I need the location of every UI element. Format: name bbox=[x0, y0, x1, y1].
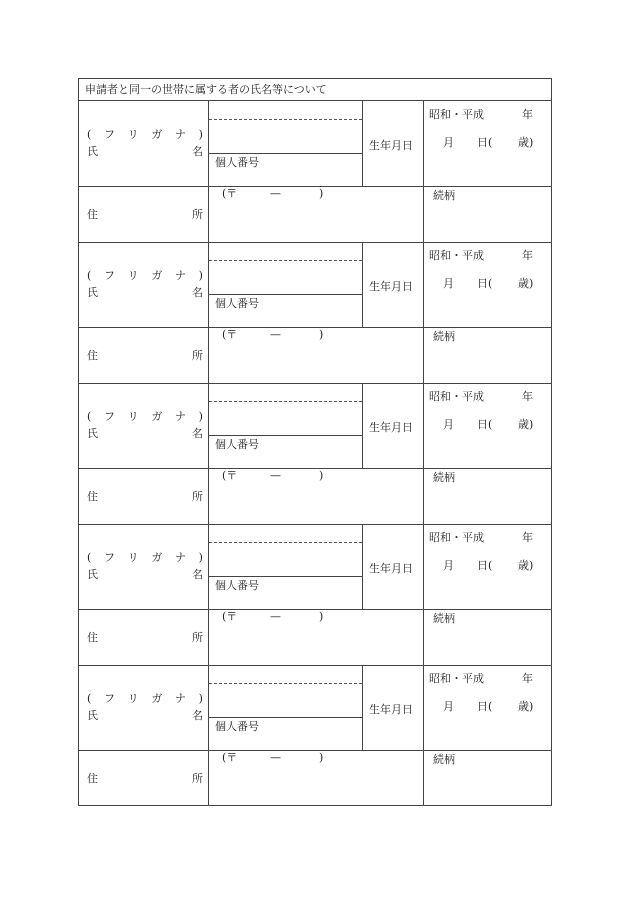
birth-date-label: 生年月日 bbox=[369, 421, 413, 434]
name-label-char: 氏 bbox=[87, 568, 98, 581]
relationship-label: 続柄 bbox=[433, 612, 455, 625]
age-label: 歳) bbox=[518, 700, 534, 713]
my-number-field[interactable] bbox=[269, 578, 359, 606]
furigana-char: ナ bbox=[174, 269, 186, 282]
furigana-label bbox=[87, 269, 203, 282]
column-divider bbox=[208, 101, 209, 242]
furigana-char: リ bbox=[127, 269, 139, 282]
furigana-char: ガ bbox=[151, 269, 163, 282]
address-label-char: 所 bbox=[192, 631, 203, 644]
era-label: 昭和・平成 bbox=[429, 672, 484, 685]
my-number-field[interactable] bbox=[269, 719, 359, 747]
postal-dash: — bbox=[270, 751, 281, 764]
column-divider bbox=[423, 242, 424, 383]
name-field[interactable] bbox=[210, 403, 360, 433]
furigana-char: ガ bbox=[151, 692, 163, 705]
day-label: 日( bbox=[477, 277, 493, 290]
name-label bbox=[87, 286, 203, 299]
furigana-field[interactable] bbox=[210, 102, 360, 118]
relationship-field[interactable] bbox=[425, 768, 549, 804]
birth-date-field[interactable] bbox=[425, 102, 549, 184]
address-field[interactable] bbox=[210, 343, 420, 381]
name-label-char: 名 bbox=[192, 427, 203, 440]
furigana-divider bbox=[209, 683, 362, 684]
name-field[interactable] bbox=[210, 685, 360, 715]
my-number-label: 個人番号 bbox=[215, 579, 259, 592]
furigana-char: リ bbox=[127, 128, 139, 141]
my-number-field[interactable] bbox=[269, 296, 359, 324]
day-label: 日( bbox=[477, 559, 493, 572]
month-label: 月 bbox=[443, 277, 454, 290]
address-label bbox=[87, 208, 203, 221]
column-divider bbox=[362, 242, 363, 327]
furigana-char: ナ bbox=[174, 551, 186, 564]
postal-close: ) bbox=[319, 328, 324, 341]
name-field[interactable] bbox=[210, 121, 360, 151]
birth-date-label: 生年月日 bbox=[369, 562, 413, 575]
furigana-char: ( bbox=[87, 269, 92, 282]
row-divider bbox=[79, 750, 551, 751]
furigana-char: フ bbox=[103, 269, 115, 282]
year-label: 年 bbox=[522, 390, 533, 403]
address-field[interactable] bbox=[210, 625, 420, 663]
my-number-divider bbox=[209, 153, 362, 154]
my-number-divider bbox=[209, 435, 362, 436]
furigana-char: リ bbox=[127, 410, 139, 423]
name-label-char: 氏 bbox=[87, 427, 98, 440]
furigana-char: ナ bbox=[174, 410, 186, 423]
address-label-char: 住 bbox=[87, 631, 98, 644]
household-members-form bbox=[78, 78, 552, 806]
postal-dash: — bbox=[270, 328, 281, 341]
column-divider bbox=[362, 665, 363, 750]
era-label: 昭和・平成 bbox=[429, 108, 484, 121]
birth-date-field[interactable] bbox=[425, 384, 549, 466]
relationship-label: 続柄 bbox=[433, 330, 455, 343]
month-label: 月 bbox=[443, 700, 454, 713]
year-label: 年 bbox=[522, 108, 533, 121]
furigana-char: フ bbox=[103, 128, 115, 141]
postal-open: (〒 bbox=[222, 610, 238, 623]
furigana-char: ( bbox=[87, 692, 92, 705]
furigana-char: ) bbox=[198, 410, 203, 423]
birth-date-field[interactable] bbox=[425, 666, 549, 748]
column-divider bbox=[208, 383, 209, 524]
address-label bbox=[87, 349, 203, 362]
relationship-label: 続柄 bbox=[433, 189, 455, 202]
birth-date-label: 生年月日 bbox=[369, 703, 413, 716]
my-number-label: 個人番号 bbox=[215, 297, 259, 310]
furigana-divider bbox=[209, 260, 362, 261]
name-field[interactable] bbox=[210, 262, 360, 292]
birth-date-label: 生年月日 bbox=[369, 139, 413, 152]
furigana-char: ( bbox=[87, 410, 92, 423]
my-number-label: 個人番号 bbox=[215, 720, 259, 733]
address-label-char: 所 bbox=[192, 349, 203, 362]
age-label: 歳) bbox=[518, 277, 534, 290]
postal-dash: — bbox=[270, 610, 281, 623]
address-label bbox=[87, 490, 203, 503]
my-number-label: 個人番号 bbox=[215, 438, 259, 451]
row-divider bbox=[79, 609, 551, 610]
furigana-field[interactable] bbox=[210, 384, 360, 400]
furigana-char: フ bbox=[103, 551, 115, 564]
postal-open: (〒 bbox=[222, 469, 238, 482]
name-label bbox=[87, 568, 203, 581]
name-label-char: 氏 bbox=[87, 145, 98, 158]
furigana-char: ( bbox=[87, 551, 92, 564]
furigana-char: リ bbox=[127, 551, 139, 564]
birth-date-field[interactable] bbox=[425, 243, 549, 325]
relationship-field[interactable] bbox=[425, 486, 549, 522]
address-label-char: 住 bbox=[87, 490, 98, 503]
name-label-char: 氏 bbox=[87, 286, 98, 299]
relationship-field[interactable] bbox=[425, 627, 549, 663]
my-number-divider bbox=[209, 576, 362, 577]
furigana-char: ) bbox=[198, 128, 203, 141]
furigana-label bbox=[87, 551, 203, 564]
postal-close: ) bbox=[319, 187, 324, 200]
column-divider bbox=[423, 665, 424, 806]
column-divider bbox=[362, 101, 363, 186]
month-label: 月 bbox=[443, 559, 454, 572]
my-number-divider bbox=[209, 294, 362, 295]
furigana-char: リ bbox=[127, 692, 139, 705]
postal-open: (〒 bbox=[222, 187, 238, 200]
address-label bbox=[87, 772, 203, 785]
name-label-char: 名 bbox=[192, 568, 203, 581]
birth-date-label: 生年月日 bbox=[369, 280, 413, 293]
address-field[interactable] bbox=[210, 202, 420, 240]
column-divider bbox=[208, 242, 209, 383]
era-label: 昭和・平成 bbox=[429, 531, 484, 544]
furigana-label bbox=[87, 692, 203, 705]
column-divider bbox=[423, 101, 424, 242]
column-divider bbox=[423, 383, 424, 524]
my-number-label: 個人番号 bbox=[215, 156, 259, 169]
relationship-field[interactable] bbox=[425, 204, 549, 240]
name-label-char: 名 bbox=[192, 286, 203, 299]
form-title: 申請者と同一の世帯に属する者の氏名等について bbox=[79, 79, 551, 101]
column-divider bbox=[208, 524, 209, 665]
furigana-char: ) bbox=[198, 692, 203, 705]
address-label-char: 住 bbox=[87, 772, 98, 785]
name-label bbox=[87, 427, 203, 440]
furigana-divider bbox=[209, 401, 362, 402]
day-label: 日( bbox=[477, 418, 493, 431]
furigana-char: フ bbox=[103, 410, 115, 423]
name-label bbox=[87, 145, 203, 158]
furigana-field[interactable] bbox=[210, 243, 360, 259]
address-field[interactable] bbox=[210, 484, 420, 522]
era-label: 昭和・平成 bbox=[429, 390, 484, 403]
my-number-divider bbox=[209, 717, 362, 718]
month-label: 月 bbox=[443, 418, 454, 431]
furigana-char: ) bbox=[198, 551, 203, 564]
column-divider bbox=[362, 524, 363, 609]
name-label bbox=[87, 709, 203, 722]
furigana-divider bbox=[209, 542, 362, 543]
birth-date-field[interactable] bbox=[425, 525, 549, 607]
name-label-char: 名 bbox=[192, 709, 203, 722]
row-divider bbox=[79, 186, 551, 187]
address-label-char: 所 bbox=[192, 490, 203, 503]
era-label: 昭和・平成 bbox=[429, 249, 484, 262]
furigana-label bbox=[87, 410, 203, 423]
column-divider bbox=[208, 665, 209, 806]
name-label-char: 名 bbox=[192, 145, 203, 158]
row-divider bbox=[79, 327, 551, 328]
furigana-char: ガ bbox=[151, 128, 163, 141]
postal-close: ) bbox=[319, 610, 324, 623]
furigana-char: ガ bbox=[151, 410, 163, 423]
month-label: 月 bbox=[443, 136, 454, 149]
address-field[interactable] bbox=[210, 766, 420, 804]
age-label: 歳) bbox=[518, 136, 534, 149]
postal-close: ) bbox=[319, 469, 324, 482]
day-label: 日( bbox=[477, 700, 493, 713]
column-divider bbox=[423, 524, 424, 665]
postal-open: (〒 bbox=[222, 751, 238, 764]
furigana-field[interactable] bbox=[210, 525, 360, 541]
furigana-char: ナ bbox=[174, 128, 186, 141]
postal-dash: — bbox=[270, 469, 281, 482]
furigana-char: ガ bbox=[151, 551, 163, 564]
column-divider bbox=[362, 383, 363, 468]
furigana-divider bbox=[209, 119, 362, 120]
relationship-label: 続柄 bbox=[433, 471, 455, 484]
row-divider bbox=[79, 468, 551, 469]
age-label: 歳) bbox=[518, 559, 534, 572]
year-label: 年 bbox=[522, 249, 533, 262]
furigana-char: ) bbox=[198, 269, 203, 282]
furigana-field[interactable] bbox=[210, 666, 360, 682]
furigana-label bbox=[87, 128, 203, 141]
day-label: 日( bbox=[477, 136, 493, 149]
relationship-label: 続柄 bbox=[433, 753, 455, 766]
my-number-field[interactable] bbox=[269, 155, 359, 183]
address-label bbox=[87, 631, 203, 644]
relationship-field[interactable] bbox=[425, 345, 549, 381]
furigana-char: ナ bbox=[174, 692, 186, 705]
address-label-char: 所 bbox=[192, 772, 203, 785]
year-label: 年 bbox=[522, 672, 533, 685]
name-field[interactable] bbox=[210, 544, 360, 574]
furigana-char: フ bbox=[103, 692, 115, 705]
postal-dash: — bbox=[270, 187, 281, 200]
address-label-char: 所 bbox=[192, 208, 203, 221]
address-label-char: 住 bbox=[87, 208, 98, 221]
furigana-char: ( bbox=[87, 128, 92, 141]
age-label: 歳) bbox=[518, 418, 534, 431]
postal-close: ) bbox=[319, 751, 324, 764]
my-number-field[interactable] bbox=[269, 437, 359, 465]
postal-open: (〒 bbox=[222, 328, 238, 341]
name-label-char: 氏 bbox=[87, 709, 98, 722]
address-label-char: 住 bbox=[87, 349, 98, 362]
year-label: 年 bbox=[522, 531, 533, 544]
